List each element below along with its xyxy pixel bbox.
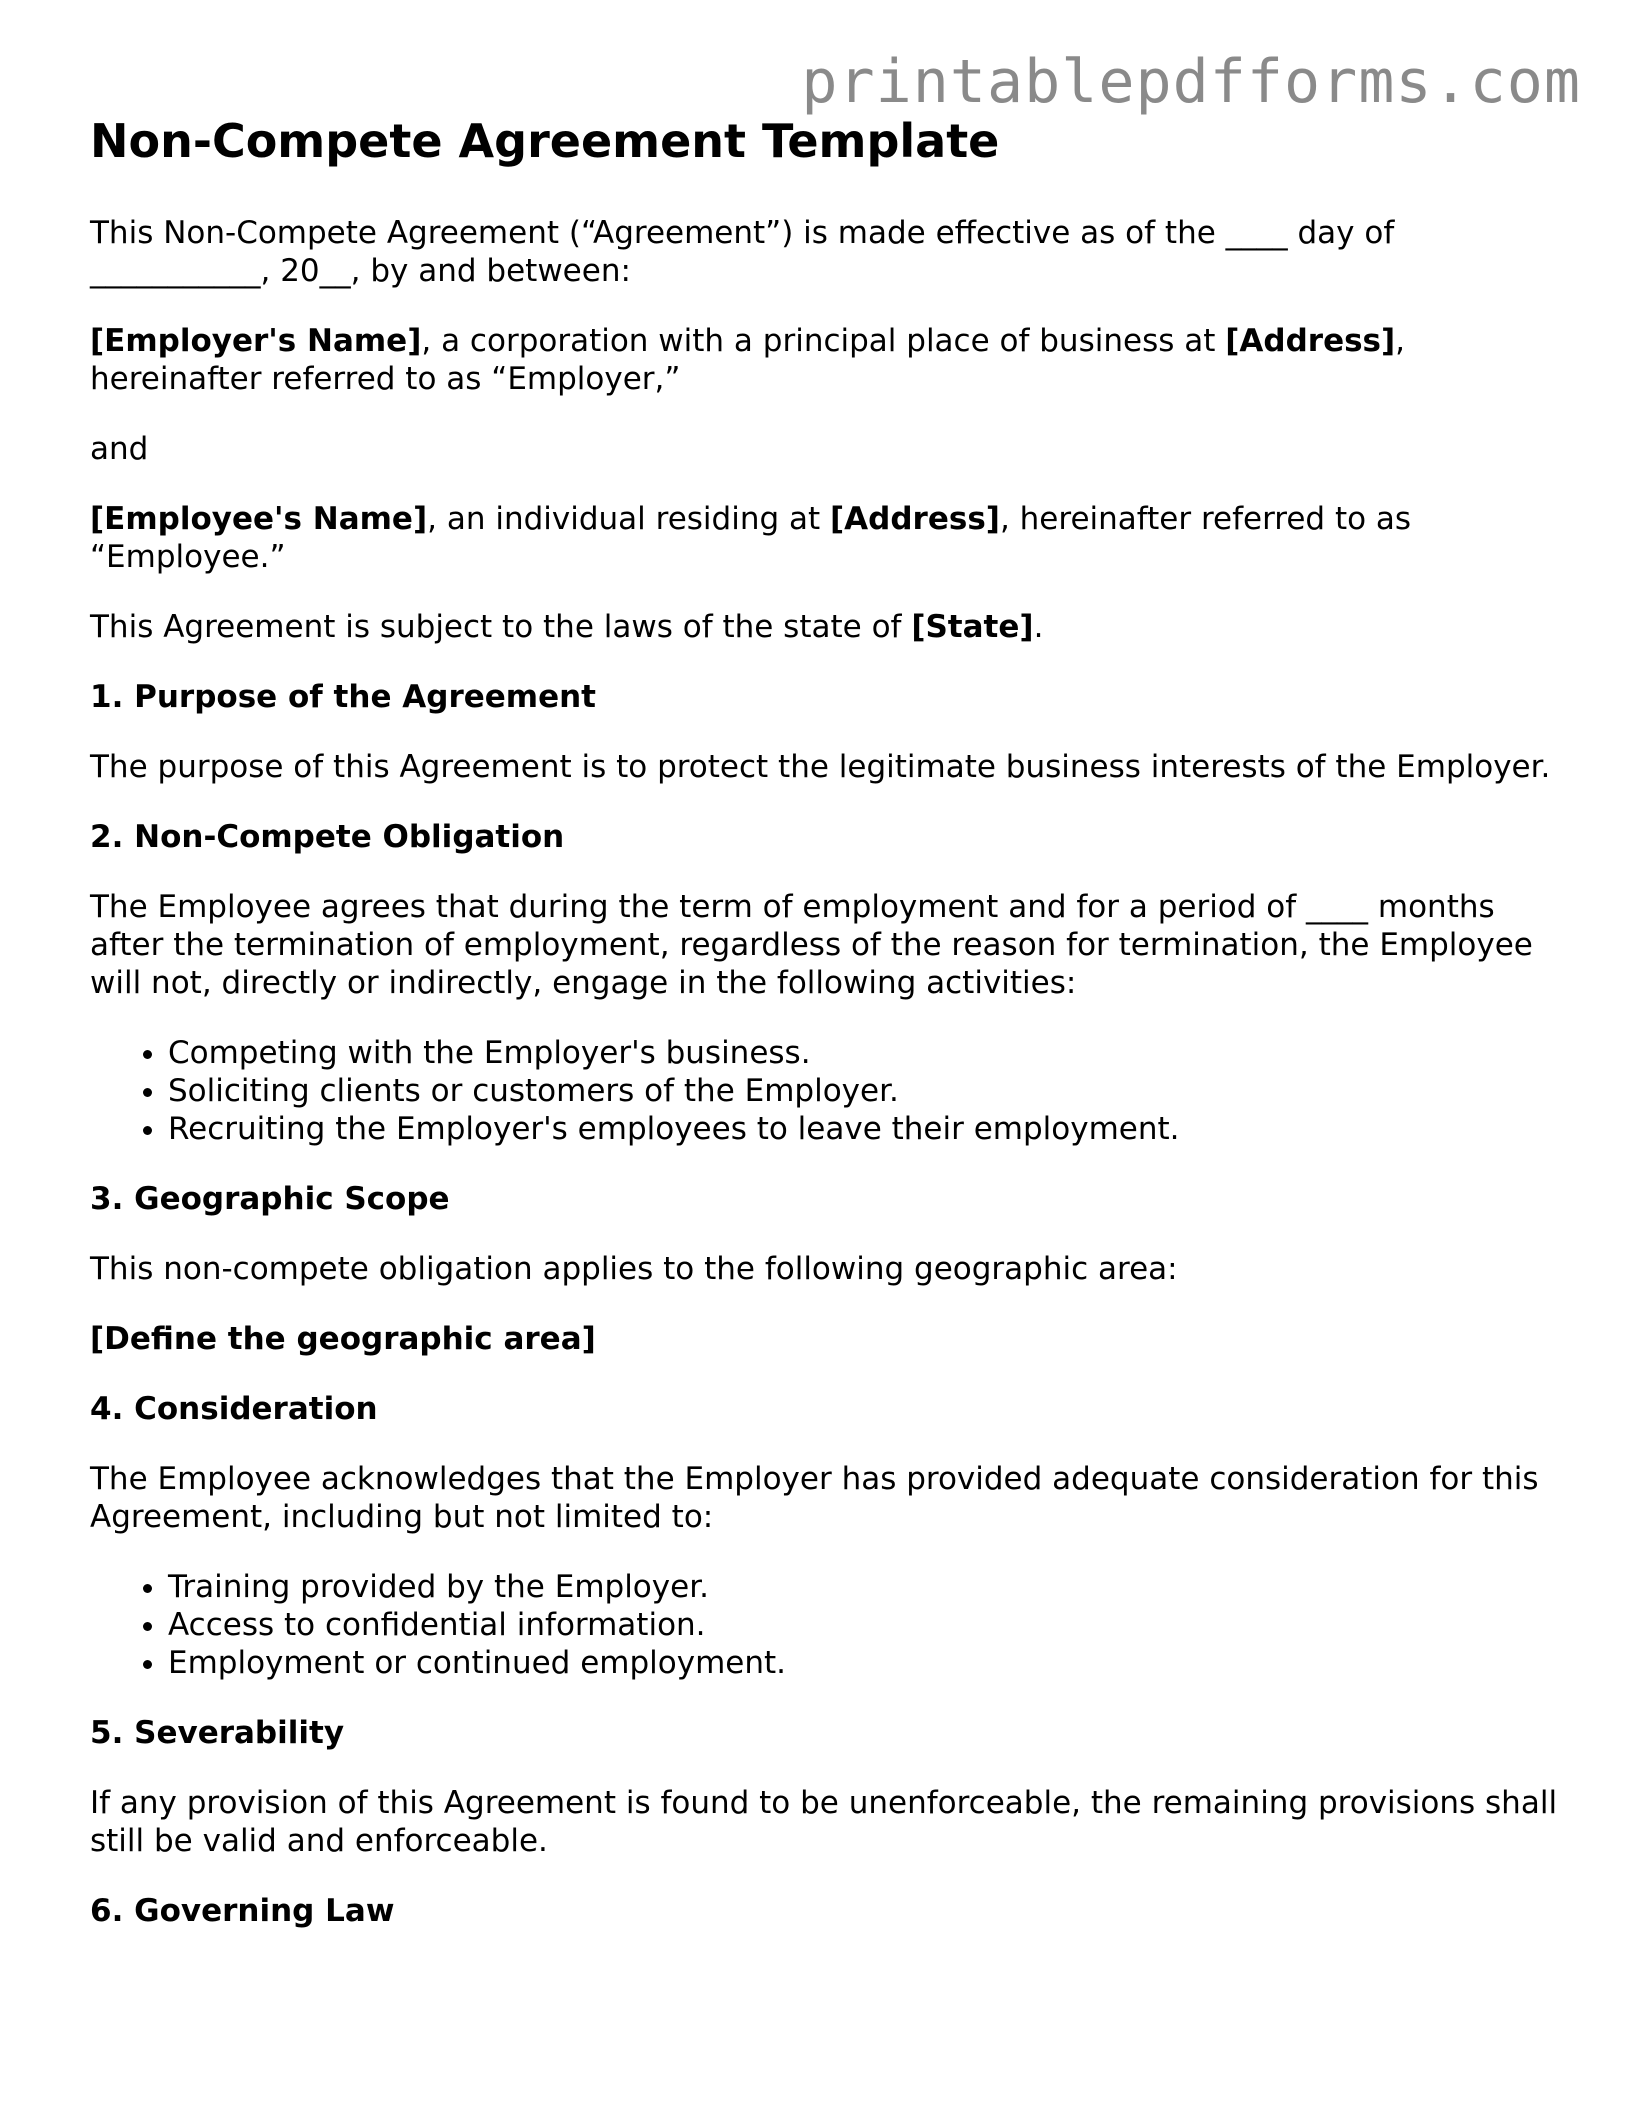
section-5-heading: 5. Severability — [90, 1715, 345, 1751]
list-item: • Employment or continued employment. — [168, 1644, 1570, 1682]
intro-paragraph: This Non-Compete Agreement (“Agreement”) is made effective as of the ____ day of ___________, 20__, by and between: — [90, 215, 1395, 289]
state-placeholder: [State] — [911, 609, 1034, 645]
list-item: • Soliciting clients or customers of the Employer. — [168, 1072, 1570, 1110]
section-3-heading: 3. Geographic Scope — [90, 1181, 450, 1217]
employer-tail-text: , hereinafter referred to as “Employer,” — [90, 323, 1406, 397]
law-pre-text: This Agreement is subject to the laws of the state of — [90, 609, 912, 645]
employer-mid-text: , a corporation with a principal place of business at — [421, 323, 1226, 359]
and-paragraph: and — [90, 431, 149, 467]
law-post-text: . — [1033, 609, 1044, 645]
section-5-body: If any provision of this Agreement is found to be unenforceable, the remaining provisions shall still be valid and enforceable. — [90, 1785, 1558, 1859]
geographic-area-placeholder: [Define the geographic area] — [90, 1321, 596, 1357]
document-title: Non-Compete Agreement Template — [90, 114, 1000, 168]
section-6-heading: 6. Governing Law — [90, 1893, 395, 1929]
employee-tail-text: , hereinafter referred to as “Employee.” — [90, 501, 1412, 575]
section-2-activity-list — [90, 1034, 1570, 1148]
list-item: • Access to confidential information. — [168, 1606, 1570, 1644]
employer-address-placeholder: [Address] — [1225, 323, 1396, 359]
employee-address-placeholder: [Address] — [830, 501, 1000, 537]
list-item: • Recruiting the Employer's employees to leave their employment. — [168, 1110, 1570, 1148]
employer-name-placeholder: [Employer's Name] — [90, 323, 422, 359]
employer-paragraph — [90, 322, 1570, 398]
section-3-body: This non-compete obligation applies to the following geographic area: — [90, 1251, 1178, 1287]
section-1-body: The purpose of this Agreement is to protect the legitimate business interests of the Employer. — [90, 749, 1551, 785]
document-page — [90, 112, 1570, 1962]
section-1-heading: 1. Purpose of the Agreement — [90, 679, 596, 715]
section-4-body: The Employee acknowledges that the Employer has provided adequate consideration for this Agreement, including but not limited to: — [90, 1461, 1539, 1535]
section-4-consideration-list — [90, 1568, 1570, 1682]
watermark: printablepdfforms.com — [801, 47, 1581, 117]
section-4-heading: 4. Consideration — [90, 1391, 378, 1427]
employee-mid-text: , an individual residing at — [427, 501, 831, 537]
section-2-heading: 2. Non-Compete Obligation — [90, 819, 565, 855]
list-item: • Competing with the Employer's business. — [168, 1034, 1570, 1072]
employee-paragraph — [90, 500, 1570, 576]
governing-state-paragraph — [90, 608, 1570, 646]
employee-name-placeholder: [Employee's Name] — [90, 501, 428, 537]
list-item: • Training provided by the Employer. — [168, 1568, 1570, 1606]
section-2-body: The Employee agrees that during the term of employment and for a period of ____ months after the termination of employment, regardless of the reason for termination, the Employee will not, directly or indirectly, engage in the following activities: — [90, 889, 1533, 1001]
